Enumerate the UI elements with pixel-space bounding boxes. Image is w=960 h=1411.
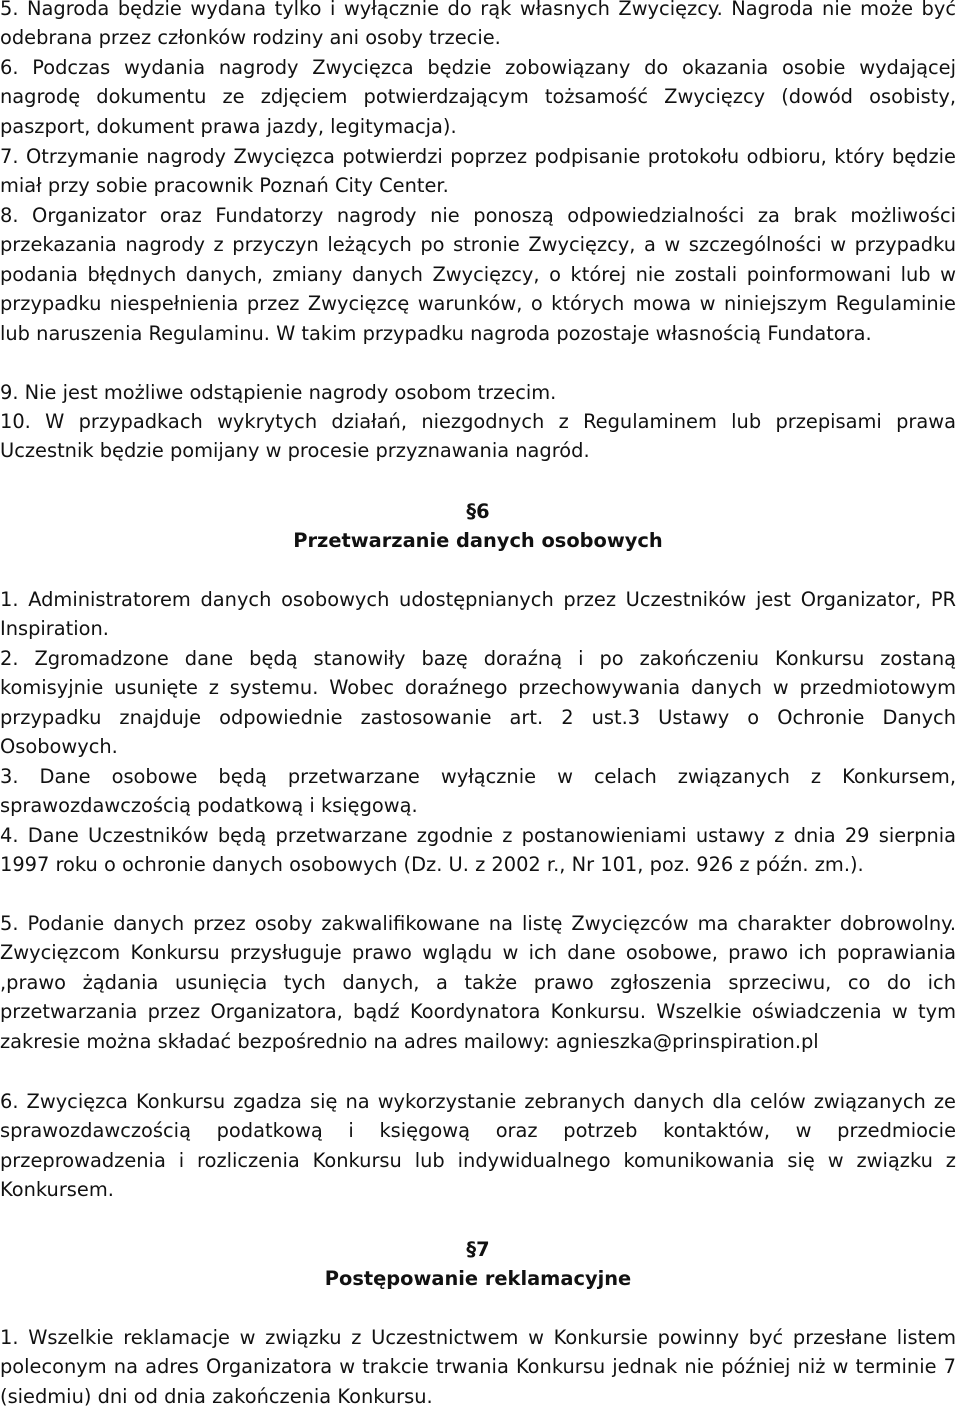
- section-6-number: §6: [466, 500, 490, 523]
- paragraph-data-6: 6. Zwycięzca Konkursu zgadza się na wykorzystanie zebranych danych dla celów związanych ze sprawozdawczością podatkową i księgową oraz potrzeb kontaktów, w przedmiocie przeprowadzenia i rozliczenia Konkursu lub indywidualnego komunikowania się w związku z Konkursem.: [0, 1090, 956, 1202]
- paragraph-data-2: 2. Zgromadzone dane będą stanowiły bazę doraźną i po zakończeniu Konkursu zostaną komisyjnie usunięte z systemu. Wobec doraźnego przechowywania danych w przedmiotowym przypadku znajduje odpowiednie zastosowanie art. 2 ust.3 Ustawy o Ochronie Danych Osobowych.: [0, 647, 956, 759]
- section-7-number: §7: [466, 1238, 490, 1261]
- paragraph-award-5: 5. Nagroda będzie wydana tylko i wyłącznie do rąk własnych Zwycięzcy. Nagroda nie może być odebrana przez członków rodziny ani osoby trzecie.: [0, 0, 956, 50]
- section-6-title: Przetwarzanie danych osobowych: [293, 529, 663, 552]
- paragraph-data-1: 1. Administratorem danych osobowych udostępnianych przez Uczestników jest Organizator, PR Inspiration.: [0, 588, 956, 641]
- paragraph-award-9: 9. Nie jest możliwe odstąpienie nagrody osobom trzecim.: [0, 381, 557, 404]
- paragraph-complaint-1: 1. Wszelkie reklamacje w związku z Uczestnictwem w Konkursie powinny być przesłane listem poleconym na adres Organizatora w trakcie trwania Konkursu jednak nie później niż w terminie 7 (siedmiu) dni od dnia zakończenia Konkursu.: [0, 1326, 956, 1408]
- paragraph-award-8: 8. Organizator oraz Fundatorzy nagrody nie ponoszą odpowiedzialności za brak możliwości przekazania nagrody z przyczyn leżących po stronie Zwycięzcy, a w szczególności w przypadku podania błędnych danych, zmiany danych Zwycięzcy, o której nie zostali poinformowani lub w przypadku niespełnienia przez Zwycięzcę warunków, o których mowa w niniejszym Regulaminie lub naruszenia Regulaminu. W takim przypadku nagroda pozostaje własnością Fundatora.: [0, 204, 956, 345]
- paragraph-data-3: 3. Dane osobowe będą przetwarzane wyłącznie w celach związanych z Konkursem, sprawozdawczością podatkową i księgową.: [0, 765, 956, 818]
- paragraph-data-5: 5. Podanie danych przez osoby zakwalifikowane na listę Zwycięzców ma charakter dobrowolny. Zwycięzcom Konkursu przysługuje prawo wglądu w ich dane osobowe, prawo ich poprawiania ,prawo żądania usunięcia tych danych, a także prawo zgłoszenia sprzeciwu, co do ich przetwarzania przez Organizatora, bądź Koordynatora Konkursu. Wszelkie oświadczenia w tym zakresie można składać bezpośrednio na adres mailowy: agnieszka@prinspiration.pl: [0, 912, 956, 1053]
- paragraph-award-10: 10. W przypadkach wykrytych działań, niezgodnych z Regulaminem lub przepisami prawa Uczestnik będzie pomijany w procesie przyznawania nagród.: [0, 410, 956, 463]
- paragraph-data-4: 4. Dane Uczestników będą przetwarzane zgodnie z postanowieniami ustawy z dnia 29 sierpnia 1997 roku o ochronie danych osobowych (Dz. U. z 2002 r., Nr 101, poz. 926 z późn. zm.).: [0, 824, 956, 877]
- section-7-title: Postępowanie reklamacyjne: [324, 1267, 632, 1290]
- paragraph-award-7: 7. Otrzymanie nagrody Zwycięzca potwierdzi poprzez podpisanie protokołu odbioru, który będzie miał przy sobie pracownik Poznań City Center.: [0, 145, 956, 198]
- paragraph-award-6: 6. Podczas wydania nagrody Zwycięzca będzie zobowiązany do okazania osobie wydającej nagrodę dokumentu ze zdjęciem potwierdzającym tożsamość Zwycięzcy (dowód osobisty, paszport, dokument prawa jazdy, legitymacja).: [0, 56, 956, 138]
